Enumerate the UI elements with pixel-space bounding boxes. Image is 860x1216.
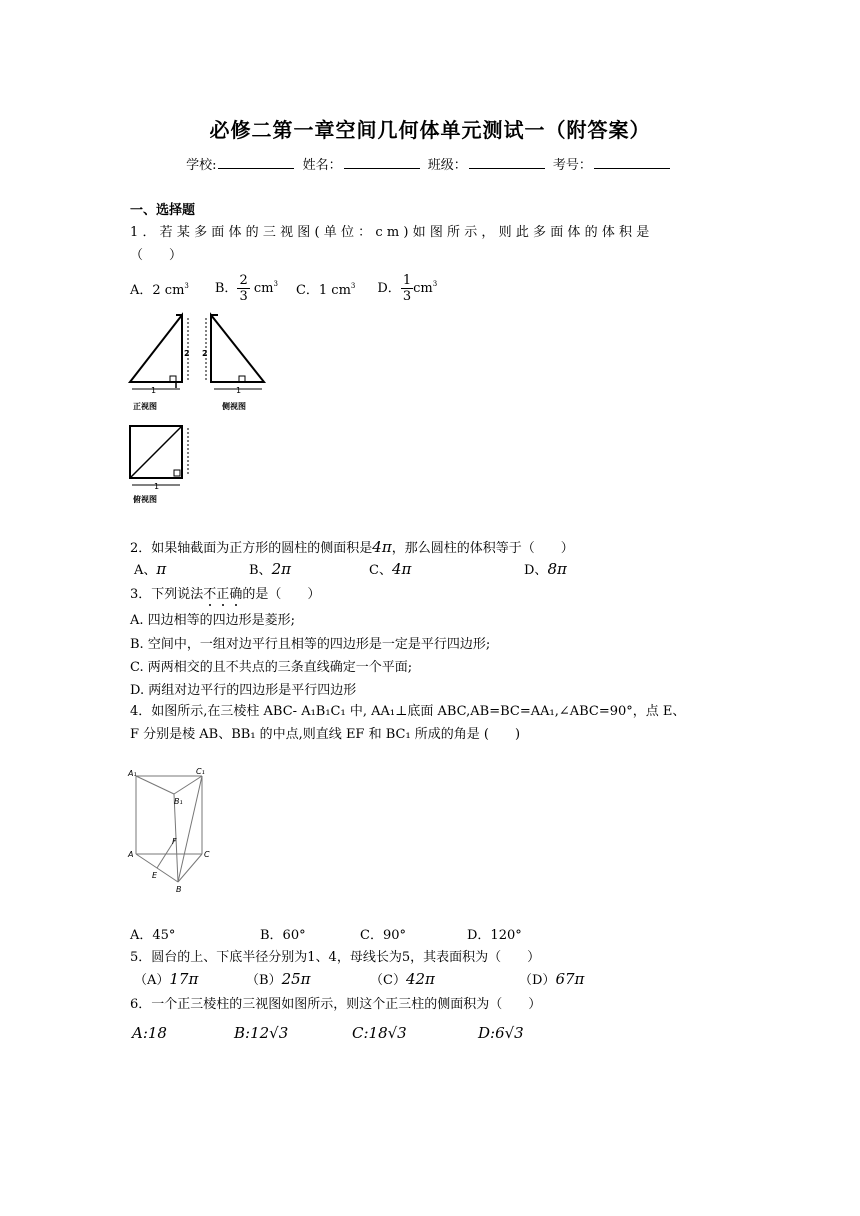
- q5-option-b: （B）25π: [246, 970, 311, 988]
- fig-label-c: C: [204, 850, 210, 859]
- q3-option-d: D. 两组对边平行的四边形是平行四边形: [130, 683, 357, 698]
- q4-stem-line2: F 分别是棱 AB、BB₁ 的中点,则直线 EF 和 BC₁ 所成的角是 ( ): [130, 727, 521, 742]
- q6-stem: 6．一个正三棱柱的三视图如图所示，则这个正三柱的侧面积为（ ）: [130, 997, 542, 1012]
- q5-option-d: （D）67π: [519, 970, 585, 988]
- exam-no-field: [594, 156, 670, 169]
- q1-option-b: B． $\frac{2}{3}$ $cm^3$: [214, 272, 278, 304]
- q6-option-c: C:18√3: [352, 1024, 407, 1042]
- q1-side-view-label: 侧视图: [222, 402, 246, 411]
- q1-three-view-figure: [124, 310, 284, 506]
- q1-option-c: C．1 $cm^3$: [295, 281, 356, 298]
- fig-label-a: A: [128, 850, 134, 859]
- fig-label-b1: B₁: [174, 797, 183, 806]
- q1-side-dim-1: 1: [236, 386, 242, 395]
- q1-front-view-label: 正视图: [133, 402, 157, 411]
- q1-side-dim-2: 2: [202, 349, 208, 358]
- name-field: [344, 156, 420, 169]
- front-view: [130, 315, 188, 389]
- q5-option-a: （A）17π: [134, 970, 199, 988]
- q1-option-a: A．2 $cm^3$: [130, 281, 189, 298]
- class-label: 班级：: [427, 158, 467, 173]
- page-title: 必修二第一章空间几何体单元测试一（附答案）: [209, 118, 651, 142]
- q1-front-dim-1: 1: [151, 386, 157, 395]
- q6-option-d: D:6√3: [478, 1024, 524, 1042]
- school-label: 学校:: [186, 158, 217, 173]
- q4-prism-figure: [126, 764, 226, 898]
- fig-label-b: B: [176, 885, 182, 894]
- fig-label-f: F: [172, 837, 177, 846]
- fig-label-e: E: [152, 871, 158, 880]
- fig-label-c1: C₁: [196, 767, 205, 776]
- q2-option-c: C、4π: [369, 560, 412, 578]
- q3-option-a: A. 四边相等的四边形是菱形;: [130, 613, 296, 628]
- name-label: 姓名：: [302, 158, 342, 173]
- side-view: [206, 315, 264, 389]
- q3-option-c: C. 两两相交的且不共点的三条直线确定一个平面;: [130, 660, 413, 675]
- student-info-line: [0, 154, 860, 173]
- q5-stem: 5．圆台的上、下底半径分别为1、4，母线长为5，其表面积为（ ）: [130, 950, 541, 965]
- q1-option-d: D． $\frac{1}{3}$ $cm^3$: [377, 272, 438, 304]
- q4-option-b: B．60°: [260, 928, 306, 943]
- q3-stem: 3．下列说法不正确的是（ ）: [130, 587, 321, 602]
- q3-option-b: B. 空间中，一组对边平行且相等的四边形是一定是平行四边形;: [130, 637, 491, 652]
- q2-option-b: B、2π: [249, 560, 291, 578]
- q6-option-b: B:12√3: [234, 1024, 289, 1042]
- q2-option-d: D、8π: [524, 560, 567, 578]
- q4-option-a: A．45°: [130, 928, 176, 943]
- q5-option-c: （C）42π: [370, 970, 435, 988]
- q2-stem: 2．如果轴截面为正方形的圆柱的侧面积是4π，那么圆柱的体积等于（ ）: [130, 538, 574, 556]
- fig-label-a1: A₁: [128, 769, 137, 778]
- q1-top-view-label: 俯视图: [133, 495, 157, 504]
- q1-stem: 1．若某多面体的三视图(单位：cm)如图所示，则此多面体的体积是: [130, 225, 654, 240]
- school-field: [218, 156, 294, 169]
- q4-stem-line1: 4．如图所示,在三棱柱 ABC- A₁B₁C₁ 中, AA₁⊥底面 ABC,AB=BC=AA₁,∠ABC=90°，点 E、: [130, 704, 686, 719]
- q6-option-a: A:18: [132, 1024, 167, 1042]
- q1-top-dim-1: 1: [154, 482, 160, 491]
- class-field: [469, 156, 545, 169]
- top-view: [130, 426, 188, 485]
- exam-no-label: 考号：: [552, 158, 592, 173]
- section-heading: 一、选择题: [130, 203, 196, 218]
- q1-front-dim-2: 2: [184, 349, 190, 358]
- q2-option-a: A、π: [134, 560, 167, 578]
- q4-option-d: D．120°: [467, 928, 522, 943]
- q1-options: [130, 268, 437, 308]
- q1-stem-bracket: （ ）: [130, 248, 183, 263]
- q4-option-c: C．90°: [360, 928, 406, 943]
